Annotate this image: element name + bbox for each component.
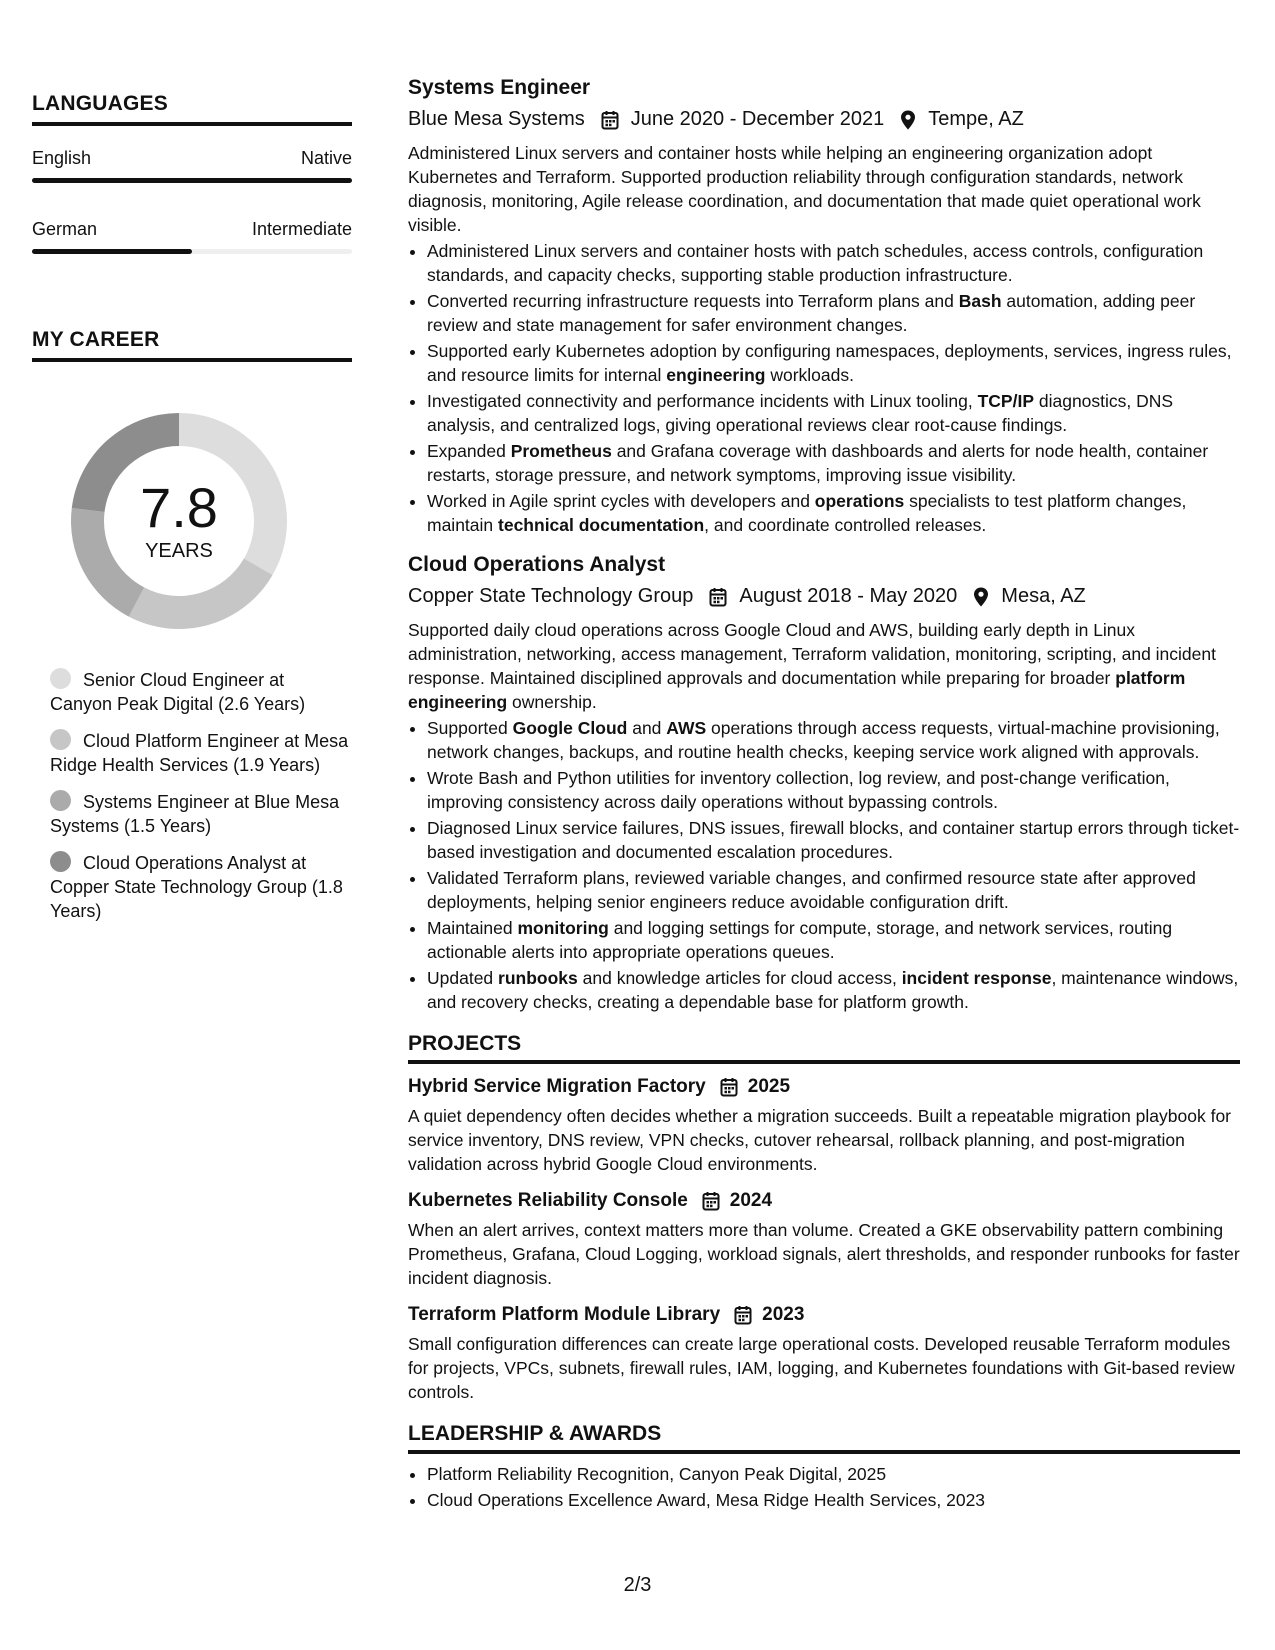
map-pin-icon: [900, 110, 916, 130]
job-title: Cloud Operations Analyst: [408, 553, 666, 576]
project-entry: [408, 1304, 1240, 1404]
legend-swatch: [50, 668, 71, 689]
legend-label: Cloud Operations Analyst at Copper State Technology Group (1.8 Years): [50, 853, 343, 921]
projects-heading: PROJECTS: [408, 1032, 1240, 1064]
job-location: Mesa, AZ: [1001, 585, 1086, 607]
language-name: German: [32, 219, 98, 239]
awards-heading: LEADERSHIP & AWARDS: [408, 1422, 1240, 1454]
project-entry: [408, 1076, 1240, 1176]
language-item: [32, 219, 352, 254]
calendar-icon: [601, 110, 619, 130]
legend-swatch: [50, 790, 71, 811]
job-bullet: • Administered Linux servers and container hosts with patch schedules, access controls, configuration standards, and capacity checks, supporting stable production infrastructure.: [427, 239, 1240, 287]
legend-item: [50, 668, 350, 716]
language-level: Intermediate: [251, 219, 352, 239]
project-entry: [408, 1190, 1240, 1290]
calendar-icon: [734, 1305, 752, 1325]
career-total-years: 7.8: [140, 475, 218, 539]
job-bullet: • Expanded Prometheus and Grafana coverage with dashboards and alerts for node health, container restarts, storage pressure, and network symptoms, improving issue visibility.: [427, 439, 1240, 487]
job-bullets: [408, 716, 1240, 1014]
language-level-bar: [32, 178, 352, 183]
legend-item: [50, 851, 350, 923]
language-level-fill: [32, 249, 192, 254]
company-name: Blue Mesa Systems: [408, 108, 585, 130]
project-description: A quiet dependency often decides whether a migration succeeds. Built a repeatable migration playbook for service inventory, DNS review, VPN checks, cutover rehearsal, rollback planning, and post-migration validation across hybrid Google Cloud environments.: [408, 1106, 1232, 1174]
project-description: Small configuration differences can create large operational costs. Developed reusable Terraform modules for projects, VPCs, subnets, firewall rules, IAM, logging, and Kubernetes foundations with Git-based review controls.: [408, 1334, 1235, 1402]
job-meta: [408, 108, 1240, 131]
language-level: Native: [300, 148, 352, 168]
legend-label: Systems Engineer at Blue Mesa Systems (1.5 Years): [50, 792, 340, 836]
job-dates: August 2018 - May 2020: [739, 585, 958, 607]
calendar-icon: [702, 1191, 720, 1211]
career-total-unit: YEARS: [145, 539, 213, 562]
career-donut-chart: [64, 406, 294, 636]
legend-label: Senior Cloud Engineer at Canyon Peak Digital (2.6 Years): [50, 670, 306, 714]
job-dates: June 2020 - December 2021: [630, 108, 885, 130]
job-bullet: • Maintained monitoring and logging settings for compute, storage, and network services, routing actionable alerts into appropriate operations queues.: [427, 916, 1240, 964]
job-bullet: • Validated Terraform plans, reviewed variable changes, and confirmed resource state after approved deployments, helping senior engineers reduce avoidable configuration drift.: [427, 866, 1240, 914]
award-item: • Cloud Operations Excellence Award, Mesa Ridge Health Services, 2023: [427, 1488, 1240, 1512]
project-title: Terraform Platform Module Library: [408, 1304, 721, 1325]
job-bullet: • Supported early Kubernetes adoption by configuring namespaces, deployments, services, ingress rules, and resource limits for internal engineering workloads.: [427, 339, 1240, 387]
career-heading: MY CAREER: [32, 328, 352, 362]
project-title: Kubernetes Reliability Console: [408, 1190, 688, 1211]
sidebar: [32, 92, 352, 936]
map-pin-icon: [973, 587, 989, 607]
calendar-icon: [720, 1077, 738, 1097]
legend-swatch: [50, 851, 71, 872]
job-bullet: • Updated runbooks and knowledge articles for cloud access, incident response, maintenance windows, and recovery checks, creating a dependable base for platform growth.: [427, 966, 1240, 1014]
job-bullets: [408, 239, 1240, 537]
languages-heading: LANGUAGES: [32, 92, 352, 126]
project-year: 2025: [747, 1076, 791, 1097]
language-level-bar: [32, 249, 352, 254]
project-description: When an alert arrives, context matters more than volume. Created a GKE observability pattern combining Prometheus, Grafana, Cloud Logging, workload signals, alert thresholds, and responder runbooks for faster incident diagnosis.: [408, 1220, 1240, 1288]
legend-swatch: [50, 729, 71, 750]
legend-item: [50, 790, 350, 838]
main-content: [408, 76, 1240, 1514]
legend-label: Cloud Platform Engineer at Mesa Ridge Health Services (1.9 Years): [50, 731, 349, 775]
job-summary: Administered Linux servers and container hosts while helping an engineering organization adopt Kubernetes and Terraform. Supported production reliability through configuration standards, network diagnosis, monitoring, Agile release coordination, and documentation that made quiet operational work visible.: [408, 143, 1201, 235]
job-summary: Supported daily cloud operations across Google Cloud and AWS, building early depth in Linux administration, networking, access management, Terraform validation, monitoring, scripting, and incident response. Maintained disciplined approvals and documentation while preparing for broader platform engineering ownership.: [408, 620, 1216, 712]
job-entry: [408, 76, 1240, 537]
job-entry: [408, 553, 1240, 1014]
project-title: Hybrid Service Migration Factory: [408, 1076, 706, 1097]
job-location: Tempe, AZ: [928, 108, 1024, 130]
award-item: • Platform Reliability Recognition, Canyon Peak Digital, 2025: [427, 1462, 1240, 1486]
language-level-fill: [32, 178, 352, 183]
page-number: 2/3: [623, 1574, 652, 1596]
calendar-icon: [709, 587, 727, 607]
job-bullet: • Converted recurring infrastructure requests into Terraform plans and Bash automation, adding peer review and state management for safer environment changes.: [427, 289, 1240, 337]
job-meta: [408, 585, 1240, 608]
language-name: English: [32, 148, 92, 168]
job-bullet: • Worked in Agile sprint cycles with developers and operations specialists to test platform changes, maintain technical documentation, and coordinate controlled releases.: [427, 489, 1240, 537]
company-name: Copper State Technology Group: [408, 585, 694, 607]
language-item: [32, 148, 352, 183]
project-year: 2024: [729, 1190, 773, 1211]
job-title: Systems Engineer: [408, 76, 591, 99]
job-bullet: • Investigated connectivity and performance incidents with Linux tooling, TCP/IP diagnostics, DNS analysis, and centralized logs, giving operational reviews clear root-cause findings.: [427, 389, 1240, 437]
job-bullet: • Diagnosed Linux service failures, DNS issues, firewall blocks, and container startup errors through ticket-based investigation and documented escalation procedures.: [427, 816, 1240, 864]
job-bullet: • Supported Google Cloud and AWS operations through access requests, virtual-machine provisioning, network changes, backups, and routine health checks, keeping service work aligned with approvals.: [427, 716, 1240, 764]
career-legend: [50, 668, 350, 923]
job-bullet: • Wrote Bash and Python utilities for inventory collection, log review, and post-change verification, improving consistency across daily operations without bypassing controls.: [427, 766, 1240, 814]
awards-list: [408, 1462, 1240, 1512]
project-year: 2023: [762, 1304, 805, 1325]
legend-item: [50, 729, 350, 777]
